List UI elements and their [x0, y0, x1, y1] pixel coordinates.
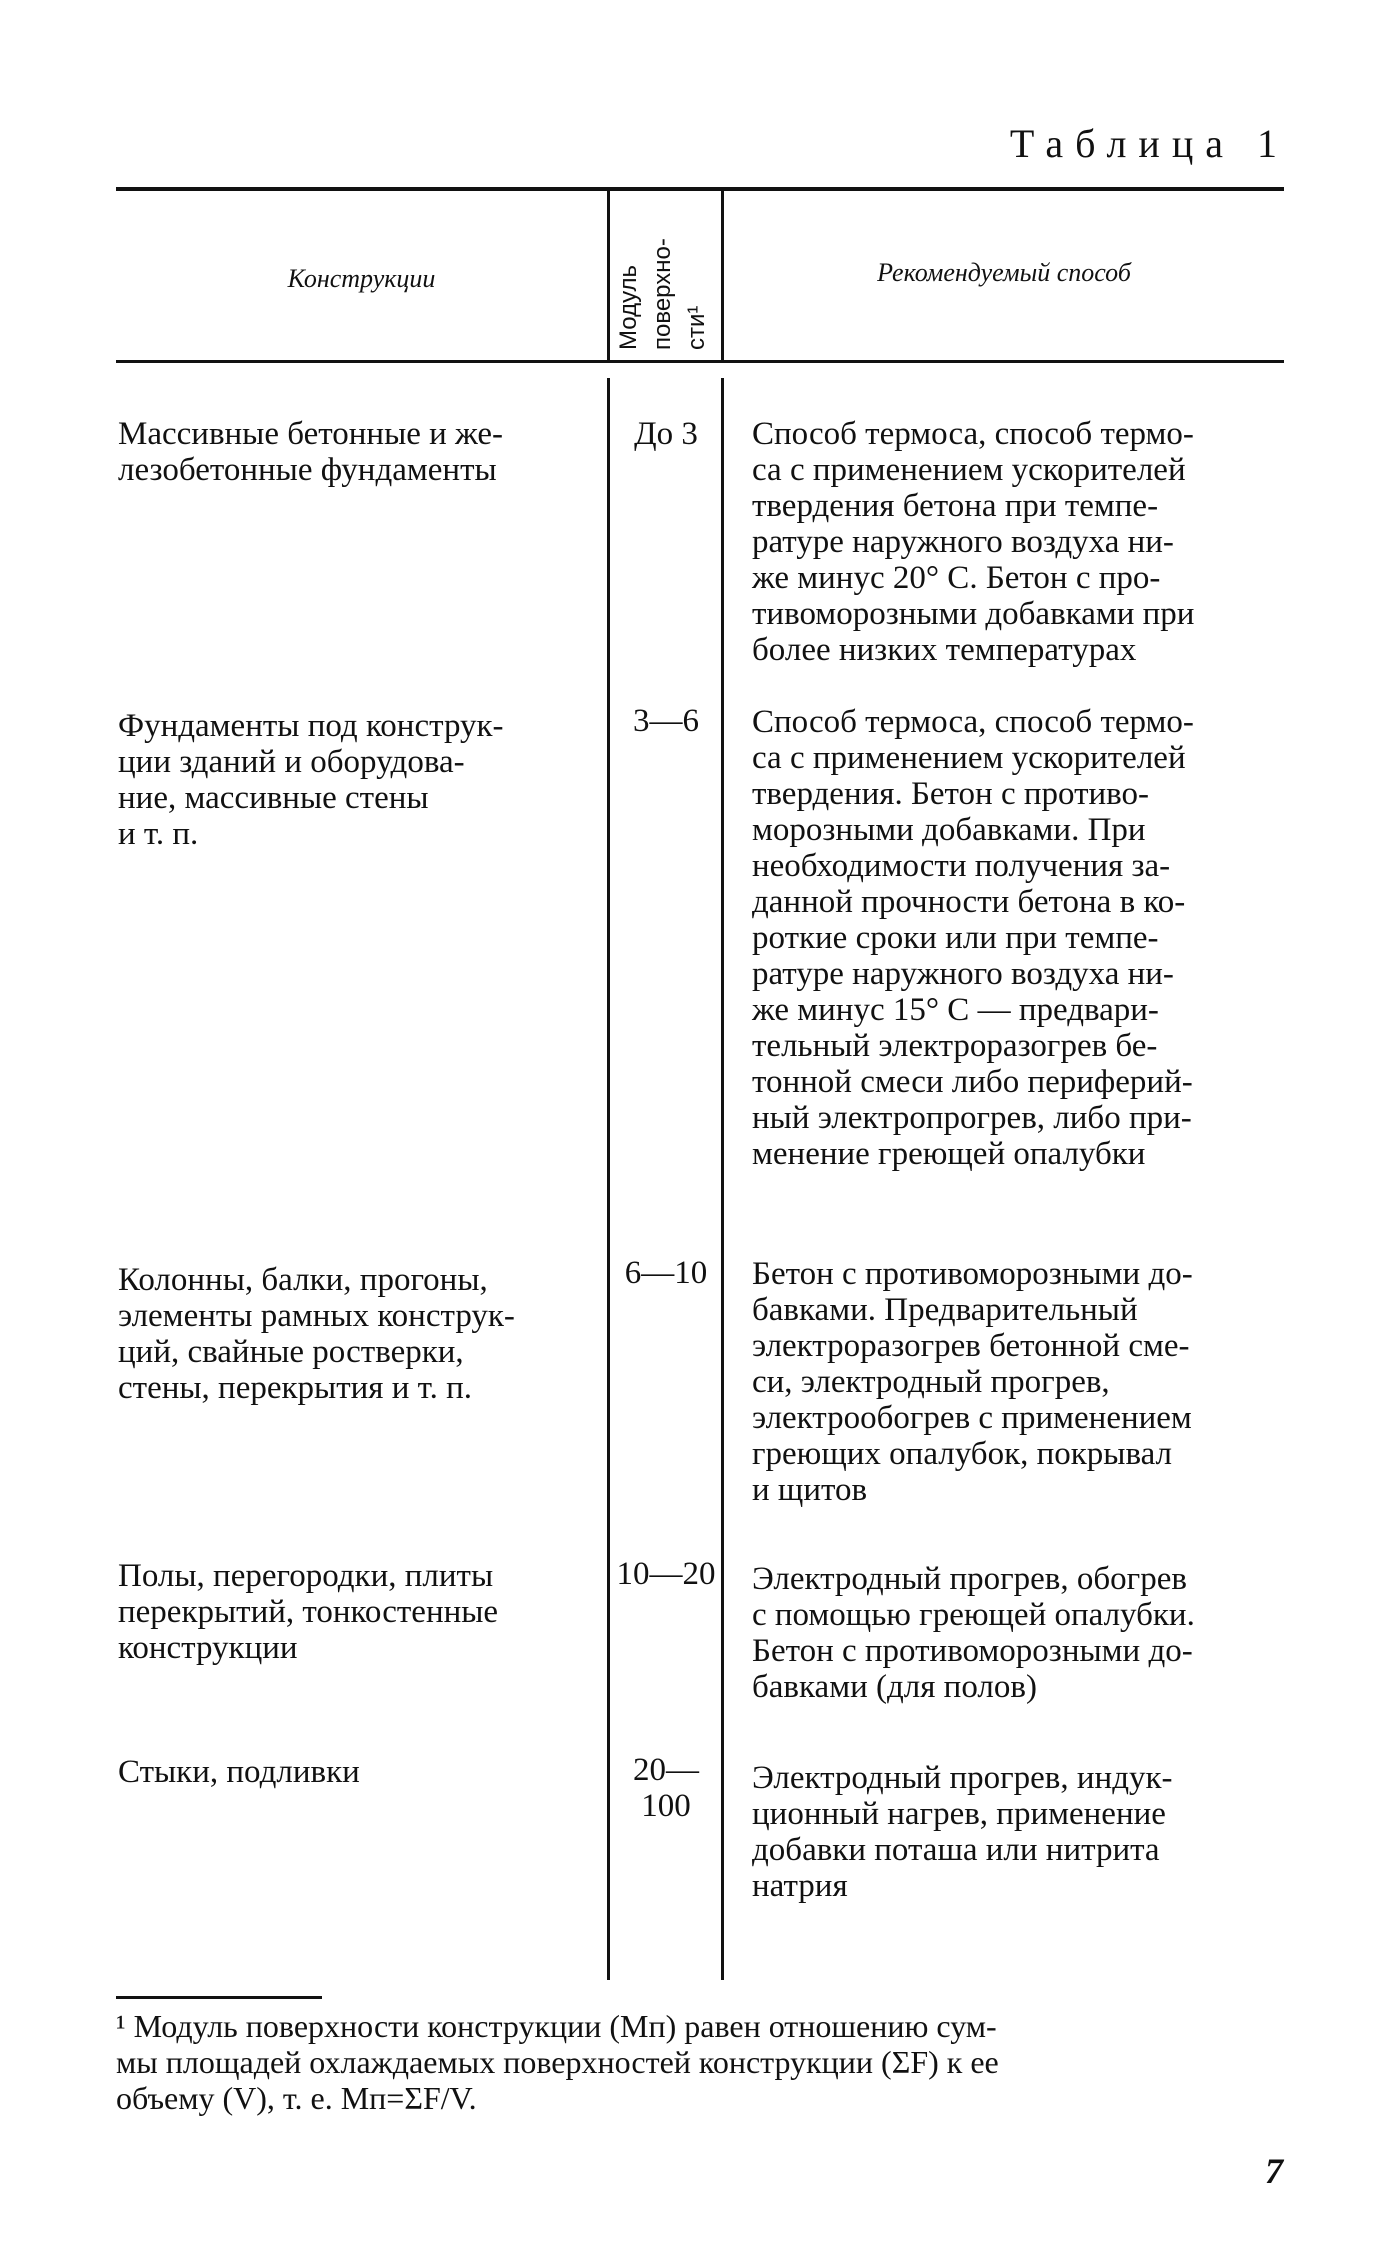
row-2-method: Способ термоса, способ термо- са с применением ускорителей твердения. Бетон с противо- морозными добавками. При необходимости получения за- данной прочности бетона в ко- роткие сроки или при темпе- ратуре наружного воздуха ни- же минус 15° С — предвари- тельный электроразогрев бе- тонной смеси либо периферий- ный электропрогрев, либо при- менение греющей опалубки [752, 704, 1194, 1172]
row-1-method: Способ термоса, способ термо- са с применением ускорителей твердения бетона при темпе- ратуре наружного воздуха ни- же минус 20° С. Бетон с про- тивоморозными добавками при более низких температурах [752, 416, 1195, 668]
row-1-module: До 3 [634, 416, 698, 452]
page-number: 7 [1265, 2151, 1283, 2191]
header-column-divider-left [607, 191, 610, 360]
row-4-module: 10—20 [616, 1556, 716, 1592]
row-5-construction: Стыки, подливки [118, 1754, 360, 1790]
row-3-module: 6—10 [624, 1255, 708, 1291]
row-2-construction: Фундаменты под конструк- ции зданий и оборудова- ние, массивные стены и т. п. [118, 708, 504, 852]
footnote: ¹ Модуль поверхности конструкции (Mп) равен отношению сум- мы площадей охлаждаемых поверхностей конструкции (ΣF) к ее объему (V), т. е. Mп=ΣF/V. [116, 2008, 999, 2116]
row-4-construction: Полы, перегородки, плиты перекрытий, тонкостенные конструкции [118, 1558, 499, 1666]
row-3-construction: Колонны, балки, прогоны, элементы рамных конструк- ций, свайные ростверки, стены, перекрытия и т. п. [118, 1262, 515, 1406]
row-4-method: Электродный прогрев, обогрев с помощью греющей опалубки. Бетон с противоморозными до- бавками (для полов) [752, 1561, 1195, 1705]
body-column-divider-left [607, 378, 610, 1980]
header-constructions: Конструкции [287, 264, 436, 293]
row-5-method: Электродный прогрев, индук- ционный нагрев, применение добавки поташа или нитрита натрия [752, 1760, 1173, 1904]
row-2-module: 3—6 [633, 703, 699, 739]
row-1-construction: Массивные бетонные и же- лезобетонные фундаменты [118, 416, 504, 488]
row-5-module: 20— 100 [633, 1752, 699, 1824]
header-recommended-method: Рекомендуемый способ [877, 258, 1131, 287]
row-3-method: Бетон с противоморозными до- бавками. Предварительный электроразогрев бетонной сме- си, электродный прогрев, электрообогрев с применением греющих опалубок, покрывал и щитов [752, 1256, 1193, 1508]
header-surface-modulus: Модуль поверхно- сти¹ [615, 238, 710, 350]
footnote-rule [116, 1996, 322, 1999]
body-column-divider-right [721, 378, 724, 1980]
table-header-rule [116, 360, 1284, 363]
table-caption: Таблица 1 [1009, 121, 1289, 166]
